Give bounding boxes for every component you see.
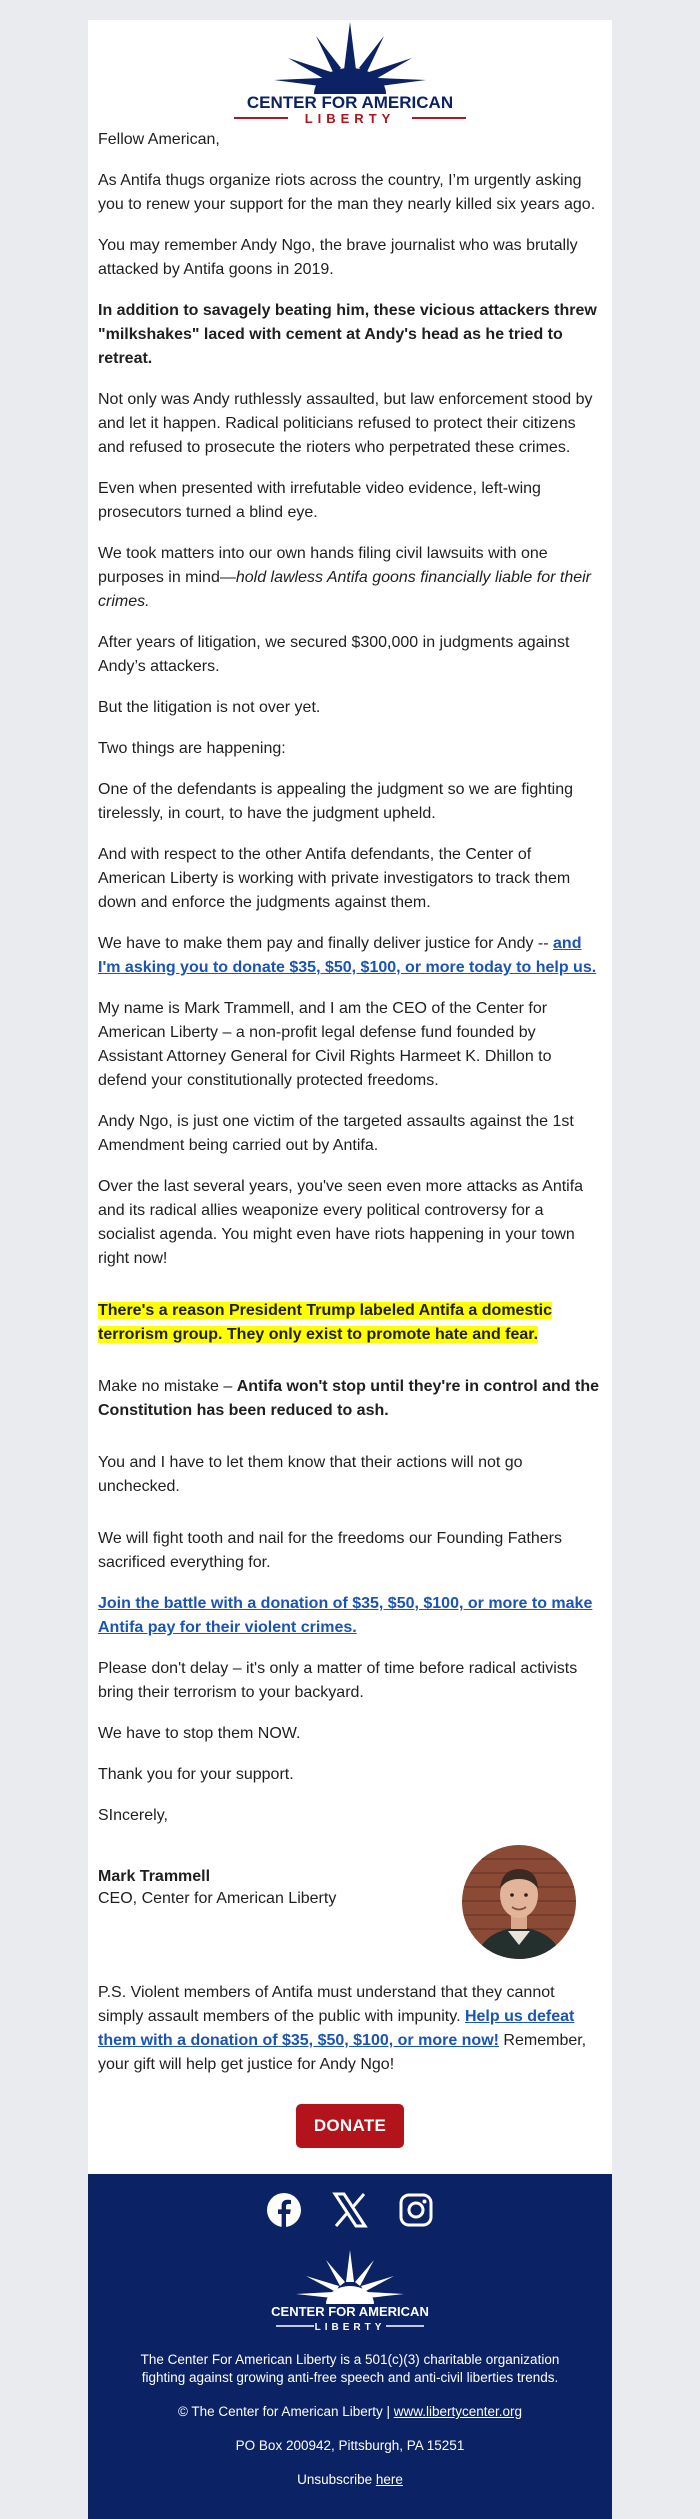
- postscript-text: P.S. Violent members of Antifa must understand that they cannot simply assault members of the public with impunity.: [98, 1984, 555, 2025]
- paragraph: Two things are happening:: [98, 740, 286, 757]
- unsubscribe-text: Unsubscribe: [297, 2472, 376, 2487]
- email-header: [88, 20, 612, 128]
- paragraph-text: We have to make them pay and finally deliver justice for Andy --: [98, 935, 554, 952]
- paragraph: After years of litigation, we secured $300,000 in judgments against Andy’s attackers.: [98, 634, 570, 675]
- email-container: [88, 20, 612, 2519]
- signature-name: Mark Trammell: [98, 1868, 211, 1885]
- paragraph-bold-text: Antifa won't stop until they're in control and the Constitution has been reduced to ash.: [98, 1378, 599, 1419]
- paragraph: We have to stop them NOW.: [98, 1725, 301, 1742]
- instagram-icon[interactable]: [398, 2192, 434, 2228]
- paragraph-text: Make no mistake –: [98, 1378, 237, 1395]
- social-links: [118, 2192, 582, 2228]
- portrait-photo: [462, 1845, 576, 1959]
- paragraph: Please don't delay – it's only a matter of time before radical activists bring their terrorism to your backyard.: [98, 1660, 578, 1701]
- paragraph: Thank you for your support.: [98, 1766, 294, 1783]
- footer-about: The Center For American Liberty is a 501(c)(3) charitable organization fighting against growing anti-free speech and anti-civil liberties trends.: [140, 2352, 560, 2385]
- paragraph: [98, 1375, 602, 1423]
- donate-link[interactable]: Help us defeat them with a donation of $35, $50, $100, or more now!: [98, 2008, 575, 2049]
- facebook-icon[interactable]: [266, 2192, 302, 2228]
- avatar: [462, 1845, 576, 1959]
- logo-text-line1: CENTER FOR AMERICAN: [246, 93, 454, 112]
- footer-logo: [260, 2248, 440, 2332]
- letter-body: [88, 128, 612, 2174]
- paragraph: We will fight tooth and nail for the freedoms our Founding Fathers sacrificed everything for.: [98, 1530, 562, 1571]
- greeting: Fellow American,: [98, 131, 220, 148]
- copyright-text: © The Center for American Liberty |: [177, 2404, 394, 2419]
- paragraph: Even when presented with irrefutable video evidence, left-wing prosecutors turned a blind eye.: [98, 480, 541, 521]
- footer-logo-line2: LIBERTY: [314, 2322, 386, 2332]
- website-link[interactable]: www.libertycenter.org: [393, 2404, 523, 2419]
- paragraph-highlight: [98, 1299, 602, 1347]
- paragraph-text: We took matters into our own hands filing civil lawsuits with one purposes in mind—: [98, 545, 548, 586]
- email-footer: [88, 2174, 612, 2519]
- unsubscribe-link[interactable]: here: [375, 2472, 403, 2487]
- highlighted-text: There's a reason President Trump labeled Antifa a domestic terrorism group. They only exist to promote hate and fear.: [98, 1302, 553, 1343]
- signature-title: CEO, Center for American Liberty: [98, 1890, 337, 1907]
- paragraph: My name is Mark Trammell, and I am the CEO of the Center for American Liberty – a non-profit legal defense fund founded by Assistant Attorney General for Civil Rights Harmeet K. Dhillon to defend your constitutionally protected freedoms.: [98, 1000, 552, 1089]
- paragraph-bold: In addition to savagely beating him, these vicious attackers threw "milkshakes" laced with cement at Andy's head as he tried to retreat.: [98, 302, 597, 367]
- liberty-logo: [88, 20, 612, 128]
- paragraph: And with respect to the other Antifa defendants, the Center of American Liberty is working with private investigators to track them down and enforce the judgments against them.: [98, 846, 571, 911]
- paragraph: [98, 932, 602, 980]
- footer-copyright: [118, 2403, 582, 2421]
- paragraph: As Antifa thugs organize riots across the country, I’m urgently asking you to renew your support for the man they nearly killed six years ago.: [98, 172, 596, 213]
- paragraph: [98, 1592, 602, 1640]
- logo-text-line2: LIBERTY: [304, 111, 396, 126]
- paragraph: Over the last several years, you've seen even more attacks as Antifa and its radical allies weaponize every political controversy for a socialist agenda. You might even have riots happening in your town right now!: [98, 1178, 584, 1267]
- donate-button-wrap: [98, 2094, 602, 2174]
- closing: SIncerely,: [98, 1807, 168, 1824]
- postscript-tail: Remember, your gift will help get justice for Andy Ngo!: [98, 2032, 587, 2073]
- paragraph: You and I have to let them know that their actions will not go unchecked.: [98, 1454, 523, 1495]
- paragraph: You may remember Andy Ngo, the brave journalist who was brutally attacked by Antifa goons in 2019.: [98, 237, 578, 278]
- footer-unsubscribe: [118, 2471, 582, 2489]
- paragraph: Not only was Andy ruthlessly assaulted, but law enforcement stood by and let it happen. Radical politicians refused to protect their citizens and refused to prosecute the rioters who perpetrated these crimes.: [98, 391, 593, 456]
- donate-button[interactable]: DONATE: [296, 2104, 404, 2148]
- donate-link[interactable]: Join the battle with a donation of $35, $50, $100, or more to make Antifa pay for their violent crimes.: [98, 1595, 593, 1636]
- paragraph: One of the defendants is appealing the judgment so we are fighting tirelessly, in court, to have the judgment upheld.: [98, 781, 573, 822]
- footer-logo-line1: CENTER FOR AMERICAN: [271, 2304, 429, 2319]
- paragraph-italic: hold lawless Antifa goons financially liable for their crimes.: [98, 569, 591, 610]
- paragraph: But the litigation is not over yet.: [98, 699, 321, 716]
- footer-address: PO Box 200942, Pittsburgh, PA 15251: [235, 2438, 465, 2453]
- x-icon[interactable]: [332, 2192, 368, 2228]
- donate-link[interactable]: and I'm asking you to donate $35, $50, $100, or more today to help us.: [98, 935, 597, 976]
- paragraph: Andy Ngo, is just one victim of the targeted assaults against the 1st Amendment being carried out by Antifa.: [98, 1113, 574, 1154]
- signature-block: [98, 1845, 602, 1967]
- paragraph: [98, 542, 602, 614]
- postscript: [98, 1981, 602, 2077]
